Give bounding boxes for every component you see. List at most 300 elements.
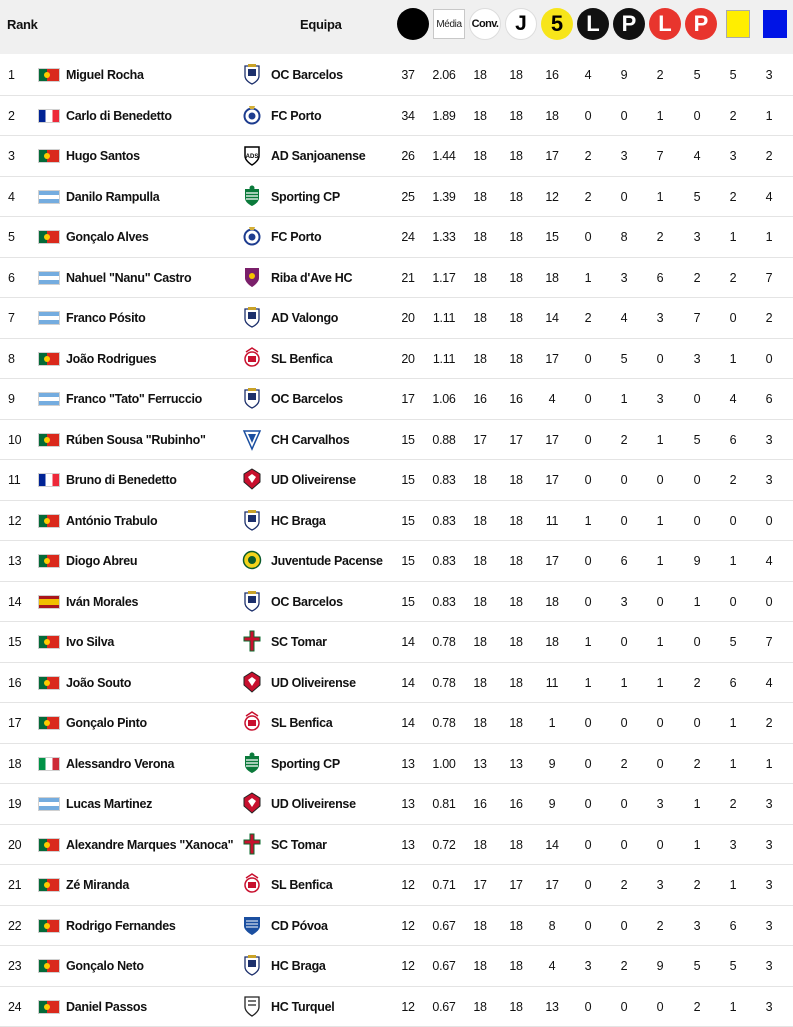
player-name[interactable]: Alexandre Marques "Xanoca"	[66, 838, 233, 852]
team-name[interactable]: OC Barcelos	[271, 68, 343, 82]
blue-card-cell: 2	[751, 716, 787, 730]
j-cell: 18	[498, 271, 534, 285]
team-name[interactable]: FC Porto	[271, 230, 321, 244]
five-column-header[interactable]: 5	[541, 8, 573, 40]
player-name[interactable]: Daniel Passos	[66, 1000, 147, 1014]
player-name[interactable]: Nahuel "Nanu" Castro	[66, 271, 191, 285]
five-cell: 17	[534, 352, 570, 366]
equipa-column-header[interactable]: Equipa	[300, 17, 342, 32]
flag-pt-icon	[38, 878, 60, 892]
media-cell: 0.88	[426, 433, 462, 447]
yellow-card-cell: 1	[715, 230, 751, 244]
fc-porto-crest-icon	[242, 224, 262, 248]
l-black-cell: 0	[570, 838, 606, 852]
yellow-card-cell: 1	[715, 1000, 751, 1014]
p-red-column-header[interactable]: P	[685, 8, 717, 40]
p-red-cell: 5	[679, 433, 715, 447]
yellow-card-cell: 3	[715, 149, 751, 163]
j-column-header[interactable]: J	[505, 8, 537, 40]
table-row[interactable]	[0, 379, 793, 420]
p-black-cell: 0	[606, 473, 642, 487]
table-row[interactable]	[0, 501, 793, 542]
table-row[interactable]	[0, 420, 793, 461]
five-cell: 17	[534, 554, 570, 568]
p-black-cell: 8	[606, 230, 642, 244]
yellow-card-cell: 2	[715, 190, 751, 204]
table-row[interactable]	[0, 298, 793, 339]
goals-cell: 13	[390, 757, 426, 771]
player-name[interactable]: João Rodrigues	[66, 352, 156, 366]
l-red-column-header[interactable]: L	[649, 8, 681, 40]
l-red-cell: 2	[642, 68, 678, 82]
table-row[interactable]	[0, 339, 793, 380]
l-black-cell: 0	[570, 878, 606, 892]
rank-cell: 10	[8, 433, 21, 447]
team-name[interactable]: SL Benfica	[271, 878, 332, 892]
team-name[interactable]: FC Porto	[271, 109, 321, 123]
p-black-cell: 4	[606, 311, 642, 325]
rank-cell: 11	[8, 473, 20, 487]
five-cell: 11	[534, 514, 570, 528]
goals-cell: 25	[390, 190, 426, 204]
flag-pt-icon	[38, 716, 60, 730]
player-name[interactable]: Lucas Martinez	[66, 797, 152, 811]
team-name[interactable]: HC Braga	[271, 514, 326, 528]
j-cell: 13	[498, 757, 534, 771]
j-cell: 17	[498, 433, 534, 447]
player-name[interactable]: Hugo Santos	[66, 149, 140, 163]
p-red-cell: 2	[679, 878, 715, 892]
yellow-card-cell: 1	[715, 716, 751, 730]
media-cell: 1.33	[426, 230, 462, 244]
yellow-card-cell: 0	[715, 595, 751, 609]
conv-cell: 18	[462, 554, 498, 568]
l-red-cell: 0	[642, 595, 678, 609]
l-black-cell: 0	[570, 1000, 606, 1014]
flag-pt-icon	[38, 433, 60, 447]
l-red-cell: 7	[642, 149, 678, 163]
p-red-cell: 0	[679, 392, 715, 406]
media-cell: 0.83	[426, 554, 462, 568]
table-row[interactable]	[0, 582, 793, 623]
p-red-cell: 0	[679, 514, 715, 528]
team-name[interactable]: Sporting CP	[271, 190, 340, 204]
flag-fr-icon	[38, 109, 60, 123]
player-name[interactable]: Diogo Abreu	[66, 554, 137, 568]
l-black-cell: 0	[570, 919, 606, 933]
p-red-cell: 3	[679, 919, 715, 933]
conv-cell: 18	[462, 838, 498, 852]
l-black-column-header[interactable]: L	[577, 8, 609, 40]
rank-cell: 23	[8, 959, 21, 973]
blue-card-cell: 7	[751, 635, 787, 649]
flag-pt-icon	[38, 514, 60, 528]
ad-valongo-crest-icon	[242, 305, 262, 329]
p-red-cell: 3	[679, 230, 715, 244]
team-name[interactable]: Sporting CP	[271, 757, 340, 771]
conv-cell: 18	[462, 68, 498, 82]
rank-column-header[interactable]: Rank	[7, 17, 38, 32]
l-red-cell: 1	[642, 676, 678, 690]
table-row[interactable]	[0, 622, 793, 663]
five-cell: 4	[534, 392, 570, 406]
blue-card-cell: 4	[751, 676, 787, 690]
rank-cell: 2	[8, 109, 15, 123]
team-name[interactable]: Juventude Pacense	[271, 554, 383, 568]
conv-cell: 18	[462, 635, 498, 649]
team-name[interactable]: AD Sanjoanense	[271, 149, 365, 163]
goals-cell: 20	[390, 352, 426, 366]
player-name[interactable]: Danilo Rampulla	[66, 190, 159, 204]
goals-cell: 37	[390, 68, 426, 82]
team-name[interactable]: HC Turquel	[271, 1000, 334, 1014]
j-cell: 18	[498, 68, 534, 82]
table-row[interactable]	[0, 177, 793, 218]
conv-cell: 18	[462, 230, 498, 244]
l-black-cell: 2	[570, 190, 606, 204]
five-cell: 18	[534, 595, 570, 609]
team-name[interactable]: CD Póvoa	[271, 919, 328, 933]
five-cell: 17	[534, 878, 570, 892]
yellow-card-cell: 2	[715, 271, 751, 285]
l-black-cell: 1	[570, 514, 606, 528]
l-red-cell: 1	[642, 635, 678, 649]
conv-cell: 18	[462, 676, 498, 690]
rank-cell: 13	[8, 554, 21, 568]
p-black-column-header[interactable]: P	[613, 8, 645, 40]
p-red-cell: 3	[679, 352, 715, 366]
conv-cell: 18	[462, 959, 498, 973]
blue-card-cell: 2	[751, 311, 787, 325]
blue-card-cell: 3	[751, 473, 787, 487]
conv-cell: 17	[462, 433, 498, 447]
yellow-card-cell: 2	[715, 473, 751, 487]
player-name[interactable]: Franco "Tato" Ferruccio	[66, 392, 202, 406]
l-black-cell: 0	[570, 554, 606, 568]
conv-cell: 18	[462, 473, 498, 487]
rank-cell: 19	[8, 797, 21, 811]
p-red-cell: 5	[679, 190, 715, 204]
five-cell: 18	[534, 635, 570, 649]
flag-pt-icon	[38, 919, 60, 933]
yellow-card-cell: 6	[715, 433, 751, 447]
player-name[interactable]: Bruno di Benedetto	[66, 473, 177, 487]
five-cell: 18	[534, 271, 570, 285]
l-red-cell: 0	[642, 473, 678, 487]
p-black-cell: 0	[606, 514, 642, 528]
table-row[interactable]	[0, 136, 793, 177]
p-black-cell: 0	[606, 716, 642, 730]
table-row[interactable]	[0, 55, 793, 96]
team-name[interactable]: SL Benfica	[271, 352, 332, 366]
team-name[interactable]: SL Benfica	[271, 716, 332, 730]
goals-cell: 12	[390, 919, 426, 933]
goals-cell: 12	[390, 878, 426, 892]
five-cell: 18	[534, 109, 570, 123]
j-cell: 18	[498, 595, 534, 609]
conv-cell: 18	[462, 311, 498, 325]
player-name[interactable]: Iván Morales	[66, 595, 138, 609]
five-cell: 16	[534, 68, 570, 82]
media-cell: 1.44	[426, 149, 462, 163]
ad-sanjoanense-crest-icon	[242, 143, 262, 167]
flag-ar-icon	[38, 311, 60, 325]
yellow-card-cell: 1	[715, 878, 751, 892]
media-cell: 0.78	[426, 635, 462, 649]
media-cell: 1.00	[426, 757, 462, 771]
p-red-cell: 1	[679, 595, 715, 609]
rank-cell: 7	[8, 311, 15, 325]
j-cell: 18	[498, 919, 534, 933]
player-name[interactable]: Zé Miranda	[66, 878, 129, 892]
flag-pt-icon	[38, 838, 60, 852]
player-name[interactable]: João Souto	[66, 676, 131, 690]
p-black-cell: 3	[606, 149, 642, 163]
cd-povoa-crest-icon	[242, 913, 262, 937]
l-red-cell: 9	[642, 959, 678, 973]
player-name[interactable]: Ivo Silva	[66, 635, 114, 649]
flag-pt-icon	[38, 352, 60, 366]
blue-card-cell: 1	[751, 230, 787, 244]
player-name[interactable]: Rúben Sousa "Rubinho"	[66, 433, 206, 447]
team-name[interactable]: UD Oliveirense	[271, 676, 356, 690]
table-row[interactable]	[0, 744, 793, 785]
l-red-cell: 1	[642, 554, 678, 568]
j-cell: 16	[498, 797, 534, 811]
blue-card-cell: 3	[751, 1000, 787, 1014]
goals-cell: 21	[390, 271, 426, 285]
media-cell: 2.06	[426, 68, 462, 82]
conv-cell: 18	[462, 271, 498, 285]
flag-pt-icon	[38, 230, 60, 244]
team-name[interactable]: UD Oliveirense	[271, 473, 356, 487]
rank-cell: 22	[8, 919, 21, 933]
l-red-cell: 1	[642, 109, 678, 123]
l-black-cell: 0	[570, 352, 606, 366]
media-cell: 0.78	[426, 676, 462, 690]
l-black-cell: 0	[570, 757, 606, 771]
l-black-cell: 0	[570, 716, 606, 730]
p-red-cell: 5	[679, 68, 715, 82]
yellow-card-cell: 1	[715, 554, 751, 568]
media-cell: 1.11	[426, 352, 462, 366]
table-row[interactable]	[0, 460, 793, 501]
rank-cell: 4	[8, 190, 15, 204]
table-row[interactable]	[0, 825, 793, 866]
l-red-cell: 1	[642, 433, 678, 447]
team-name[interactable]: UD Oliveirense	[271, 797, 356, 811]
p-red-cell: 0	[679, 109, 715, 123]
j-cell: 18	[498, 959, 534, 973]
team-name[interactable]: HC Braga	[271, 959, 326, 973]
player-name[interactable]: Miguel Rocha	[66, 68, 144, 82]
l-black-cell: 1	[570, 635, 606, 649]
team-name[interactable]: AD Valongo	[271, 311, 338, 325]
l-black-cell: 2	[570, 311, 606, 325]
l-red-cell: 0	[642, 838, 678, 852]
media-cell: 1.89	[426, 109, 462, 123]
yellow-card-cell: 3	[715, 838, 751, 852]
table-row[interactable]	[0, 784, 793, 825]
flag-ar-icon	[38, 190, 60, 204]
media-cell: 0.67	[426, 1000, 462, 1014]
table-row[interactable]	[0, 946, 793, 987]
l-black-cell: 0	[570, 595, 606, 609]
j-cell: 18	[498, 109, 534, 123]
p-black-cell: 2	[606, 757, 642, 771]
goals-cell: 24	[390, 230, 426, 244]
yellow-card-cell: 5	[715, 959, 751, 973]
rank-cell: 15	[8, 635, 21, 649]
l-red-cell: 1	[642, 190, 678, 204]
five-cell: 11	[534, 676, 570, 690]
l-red-cell: 2	[642, 230, 678, 244]
table-row[interactable]	[0, 865, 793, 906]
media-cell: 0.67	[426, 959, 462, 973]
j-cell: 18	[498, 149, 534, 163]
conv-cell: 13	[462, 757, 498, 771]
rank-cell: 14	[8, 595, 21, 609]
goals-cell: 20	[390, 311, 426, 325]
team-name[interactable]: Riba d'Ave HC	[271, 271, 352, 285]
l-black-cell: 1	[570, 676, 606, 690]
team-name[interactable]: SC Tomar	[271, 838, 327, 852]
p-black-cell: 0	[606, 919, 642, 933]
rank-cell: 17	[8, 716, 21, 730]
flag-ar-icon	[38, 797, 60, 811]
ud-oliveirense-crest-icon	[242, 791, 262, 815]
player-name[interactable]: António Trabulo	[66, 514, 157, 528]
player-name[interactable]: Franco Pósito	[66, 311, 145, 325]
flag-pt-icon	[38, 1000, 60, 1014]
p-red-cell: 7	[679, 311, 715, 325]
yellow-card-cell: 1	[715, 757, 751, 771]
p-red-cell: 2	[679, 1000, 715, 1014]
flag-pt-icon	[38, 635, 60, 649]
blue-card-cell: 0	[751, 514, 787, 528]
table-row[interactable]	[0, 703, 793, 744]
table-row[interactable]	[0, 987, 793, 1027]
flag-ar-icon	[38, 271, 60, 285]
blue-card-cell: 3	[751, 68, 787, 82]
team-name[interactable]: SC Tomar	[271, 635, 327, 649]
yellow-card-cell: 6	[715, 676, 751, 690]
yellow-card-cell: 6	[715, 919, 751, 933]
table-row[interactable]	[0, 96, 793, 137]
table-row[interactable]	[0, 906, 793, 947]
blue-card-cell: 3	[751, 959, 787, 973]
player-name[interactable]: Gonçalo Neto	[66, 959, 144, 973]
blue-card-column-icon[interactable]	[763, 10, 787, 38]
blue-card-cell: 3	[751, 797, 787, 811]
p-black-cell: 6	[606, 554, 642, 568]
player-name[interactable]: Gonçalo Alves	[66, 230, 148, 244]
juventude-pacense-crest-icon	[242, 548, 262, 572]
sc-tomar-crest-icon	[242, 629, 262, 653]
media-cell: 0.72	[426, 838, 462, 852]
rank-cell: 20	[8, 838, 21, 852]
p-red-cell: 2	[679, 676, 715, 690]
five-cell: 8	[534, 919, 570, 933]
l-red-cell: 3	[642, 797, 678, 811]
five-cell: 14	[534, 311, 570, 325]
yellow-card-column-icon[interactable]	[726, 10, 750, 38]
riba-dave-hc-crest-icon	[242, 265, 262, 289]
flag-pt-icon	[38, 959, 60, 973]
rank-cell: 1	[8, 68, 15, 82]
conv-cell: 17	[462, 878, 498, 892]
ud-oliveirense-crest-icon	[242, 670, 262, 694]
rank-cell: 3	[8, 149, 15, 163]
l-black-cell: 4	[570, 68, 606, 82]
conv-cell: 18	[462, 1000, 498, 1014]
player-name[interactable]: Rodrigo Fernandes	[66, 919, 176, 933]
goals-cell: 15	[390, 473, 426, 487]
j-cell: 17	[498, 878, 534, 892]
l-black-cell: 1	[570, 271, 606, 285]
five-cell: 17	[534, 473, 570, 487]
flag-it-icon	[38, 757, 60, 771]
media-cell: 1.17	[426, 271, 462, 285]
goals-cell: 14	[390, 635, 426, 649]
conv-column-header[interactable]: Conv.	[469, 8, 501, 40]
team-name[interactable]: OC Barcelos	[271, 595, 343, 609]
table-row[interactable]	[0, 258, 793, 299]
p-black-cell: 2	[606, 433, 642, 447]
j-cell: 18	[498, 1000, 534, 1014]
j-cell: 18	[498, 838, 534, 852]
p-black-cell: 1	[606, 676, 642, 690]
hc-braga-crest-icon	[242, 508, 262, 532]
player-name[interactable]: Carlo di Benedetto	[66, 109, 172, 123]
player-name[interactable]: Gonçalo Pinto	[66, 716, 147, 730]
media-column-header[interactable]: Média	[433, 9, 465, 39]
p-black-cell: 5	[606, 352, 642, 366]
blue-card-cell: 3	[751, 838, 787, 852]
rank-cell: 9	[8, 392, 15, 406]
player-name[interactable]: Alessandro Verona	[66, 757, 174, 771]
goals-cell: 15	[390, 554, 426, 568]
sl-benfica-crest-icon	[242, 346, 262, 370]
l-red-cell: 0	[642, 716, 678, 730]
goals-column-icon[interactable]	[397, 8, 429, 40]
yellow-card-cell: 4	[715, 392, 751, 406]
media-cell: 0.78	[426, 716, 462, 730]
rank-cell: 12	[8, 514, 21, 528]
oc-barcelos-crest-icon	[242, 386, 262, 410]
table-row[interactable]	[0, 663, 793, 704]
team-name[interactable]: OC Barcelos	[271, 392, 343, 406]
table-row[interactable]	[0, 217, 793, 258]
goals-cell: 15	[390, 514, 426, 528]
j-cell: 18	[498, 230, 534, 244]
five-cell: 4	[534, 959, 570, 973]
table-row[interactable]	[0, 541, 793, 582]
flag-pt-icon	[38, 149, 60, 163]
flag-fr-icon	[38, 473, 60, 487]
ch-carvalhos-crest-icon	[242, 427, 262, 451]
l-black-cell: 0	[570, 109, 606, 123]
goals-cell: 14	[390, 676, 426, 690]
goals-cell: 34	[390, 109, 426, 123]
yellow-card-cell: 2	[715, 797, 751, 811]
p-black-cell: 0	[606, 109, 642, 123]
flag-pt-icon	[38, 68, 60, 82]
conv-cell: 18	[462, 109, 498, 123]
team-name[interactable]: CH Carvalhos	[271, 433, 349, 447]
yellow-card-cell: 5	[715, 68, 751, 82]
p-red-cell: 2	[679, 757, 715, 771]
